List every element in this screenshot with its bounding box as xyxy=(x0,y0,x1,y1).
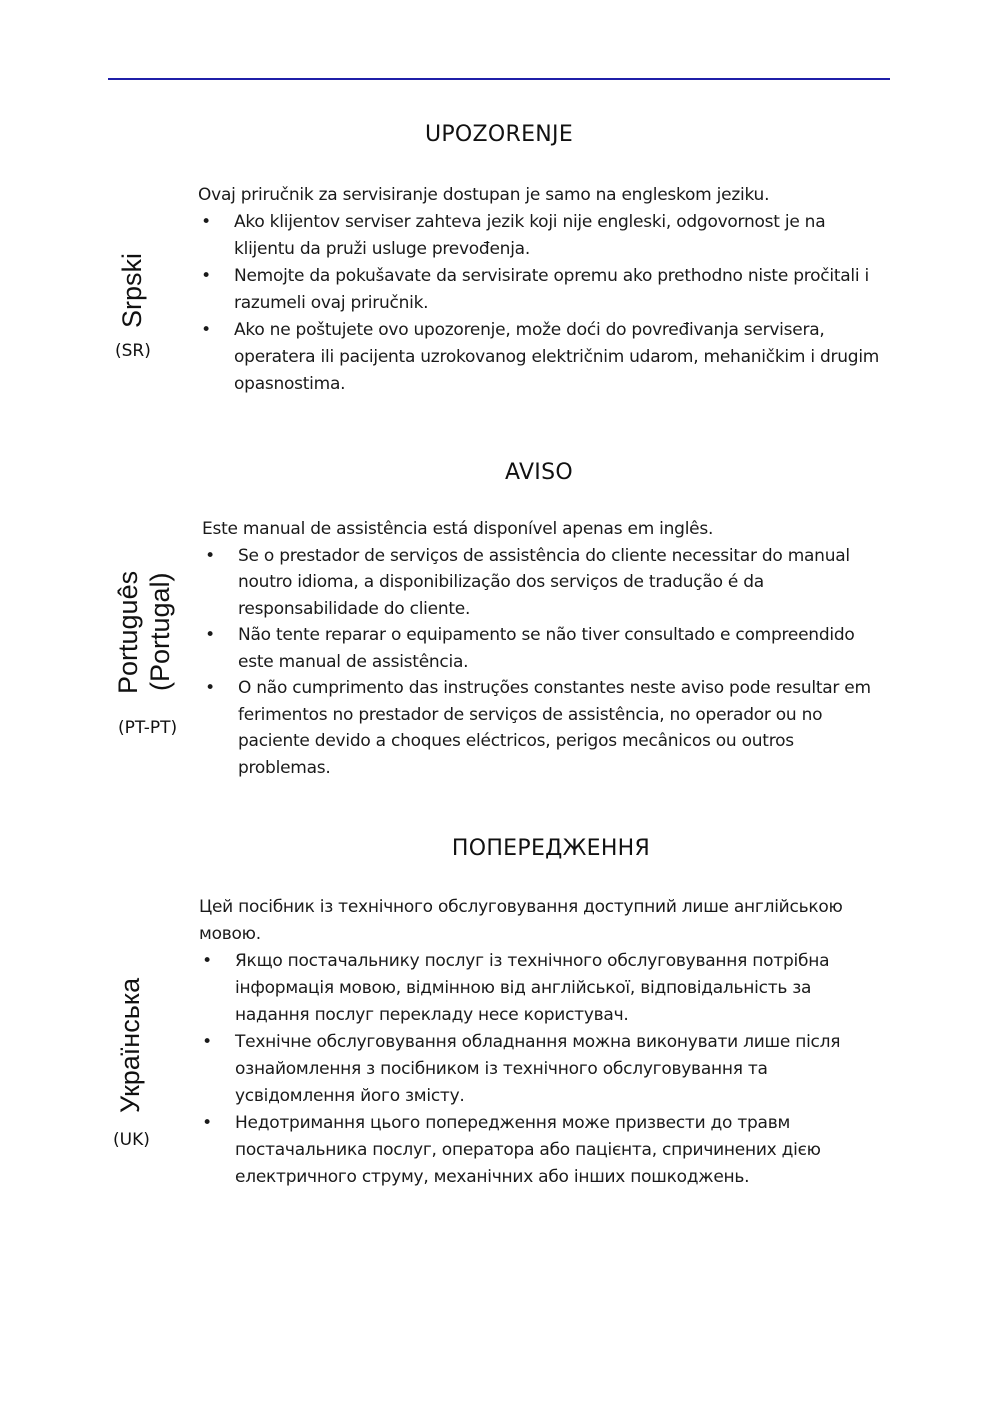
bullet-list xyxy=(198,209,888,398)
list-item-text: Nemojte da pokušavate da servisirate opremu ako prethodno niste pročitali i razumeli ovaj priručnik. xyxy=(234,266,869,313)
language-code: (UK) xyxy=(113,1130,150,1150)
bullet-list xyxy=(199,948,889,1191)
list-item-text: Não tente reparar o equipamento se não tiver consultado e compreendido este manual de assistência. xyxy=(238,625,855,672)
language-code: (SR) xyxy=(115,341,151,361)
list-item xyxy=(199,948,889,1029)
notice-body xyxy=(199,894,889,1191)
bullet-icon: • xyxy=(205,625,215,645)
list-item xyxy=(199,1110,889,1191)
intro-text: Ovaj priručnik za servisiranje dostupan je samo na engleskom jeziku. xyxy=(198,185,770,205)
intro-text: Este manual de assistência está disponível apenas em inglês. xyxy=(202,519,714,539)
list-item-text: Якщо постачальнику послуг із технічного обслуговування потрібна інформація мовою, відмінною від англійської, відповідальність за надання послуг перекладу несе користувач. xyxy=(235,951,830,1025)
language-label: Srpski xyxy=(117,252,147,328)
bullet-icon: • xyxy=(201,266,211,286)
language-label: Українська xyxy=(115,977,145,1113)
list-item xyxy=(202,543,888,623)
list-item xyxy=(198,209,888,263)
list-item-text: Ako ne poštujete ovo upozorenje, može doći do povređivanja servisera, operatera ili pacijenta uzrokovanog električnim udarom, mehaničkim i drugim opasnostima. xyxy=(234,320,880,394)
list-item xyxy=(198,263,888,317)
header-rule xyxy=(108,78,890,80)
intro-text: Цей посібник із технічного обслуговування доступний лише англійською мовою. xyxy=(199,897,843,944)
bullet-icon: • xyxy=(202,951,212,971)
notice-body xyxy=(198,182,888,398)
list-item xyxy=(199,1029,889,1110)
list-item-text: Se o prestador de serviços de assistência do cliente necessitar do manual noutro idioma, a disponibilização dos serviços de tradução é da responsabilidade do cliente. xyxy=(238,545,850,619)
list-item xyxy=(198,317,888,398)
notice-body xyxy=(202,516,888,781)
bullet-icon: • xyxy=(202,1032,212,1052)
list-item-text: Недотримання цього попередження може призвести до травм постачальника послуг, оператора або пацієнта, спричинених дією електричного струму, механічних або інших пошкоджень. xyxy=(235,1113,821,1187)
language-code: (PT-PT) xyxy=(118,718,178,738)
bullet-icon: • xyxy=(202,1113,212,1133)
list-item-text: Ako klijentov serviser zahteva jezik koji nije engleski, odgovornost je na klijentu da pruži usluge prevođenja. xyxy=(234,212,826,259)
list-item-text: Технічне обслуговування обладнання можна виконувати лише після ознайомлення з посібником із технічного обслуговування та усвідомлення його змісту. xyxy=(235,1032,841,1106)
bullet-icon: • xyxy=(201,212,211,232)
section-heading: AVISO xyxy=(505,460,573,485)
bullet-icon: • xyxy=(205,678,215,698)
bullet-icon: • xyxy=(205,545,215,566)
bullet-list xyxy=(202,543,888,782)
list-item xyxy=(202,675,888,781)
section-heading: ПОПЕРЕДЖЕННЯ xyxy=(451,836,651,861)
list-item-text: O não cumprimento das instruções constantes neste aviso pode resultar em ferimentos no prestador de serviços de assistência, no operador ou no paciente devido a choques eléctricos, perigos mecânicos ou outros problemas. xyxy=(238,678,871,778)
language-label: Português (Portugal) xyxy=(113,570,175,694)
bullet-icon: • xyxy=(201,320,211,340)
list-item xyxy=(202,622,888,675)
section-heading: UPOZORENJE xyxy=(424,122,574,147)
